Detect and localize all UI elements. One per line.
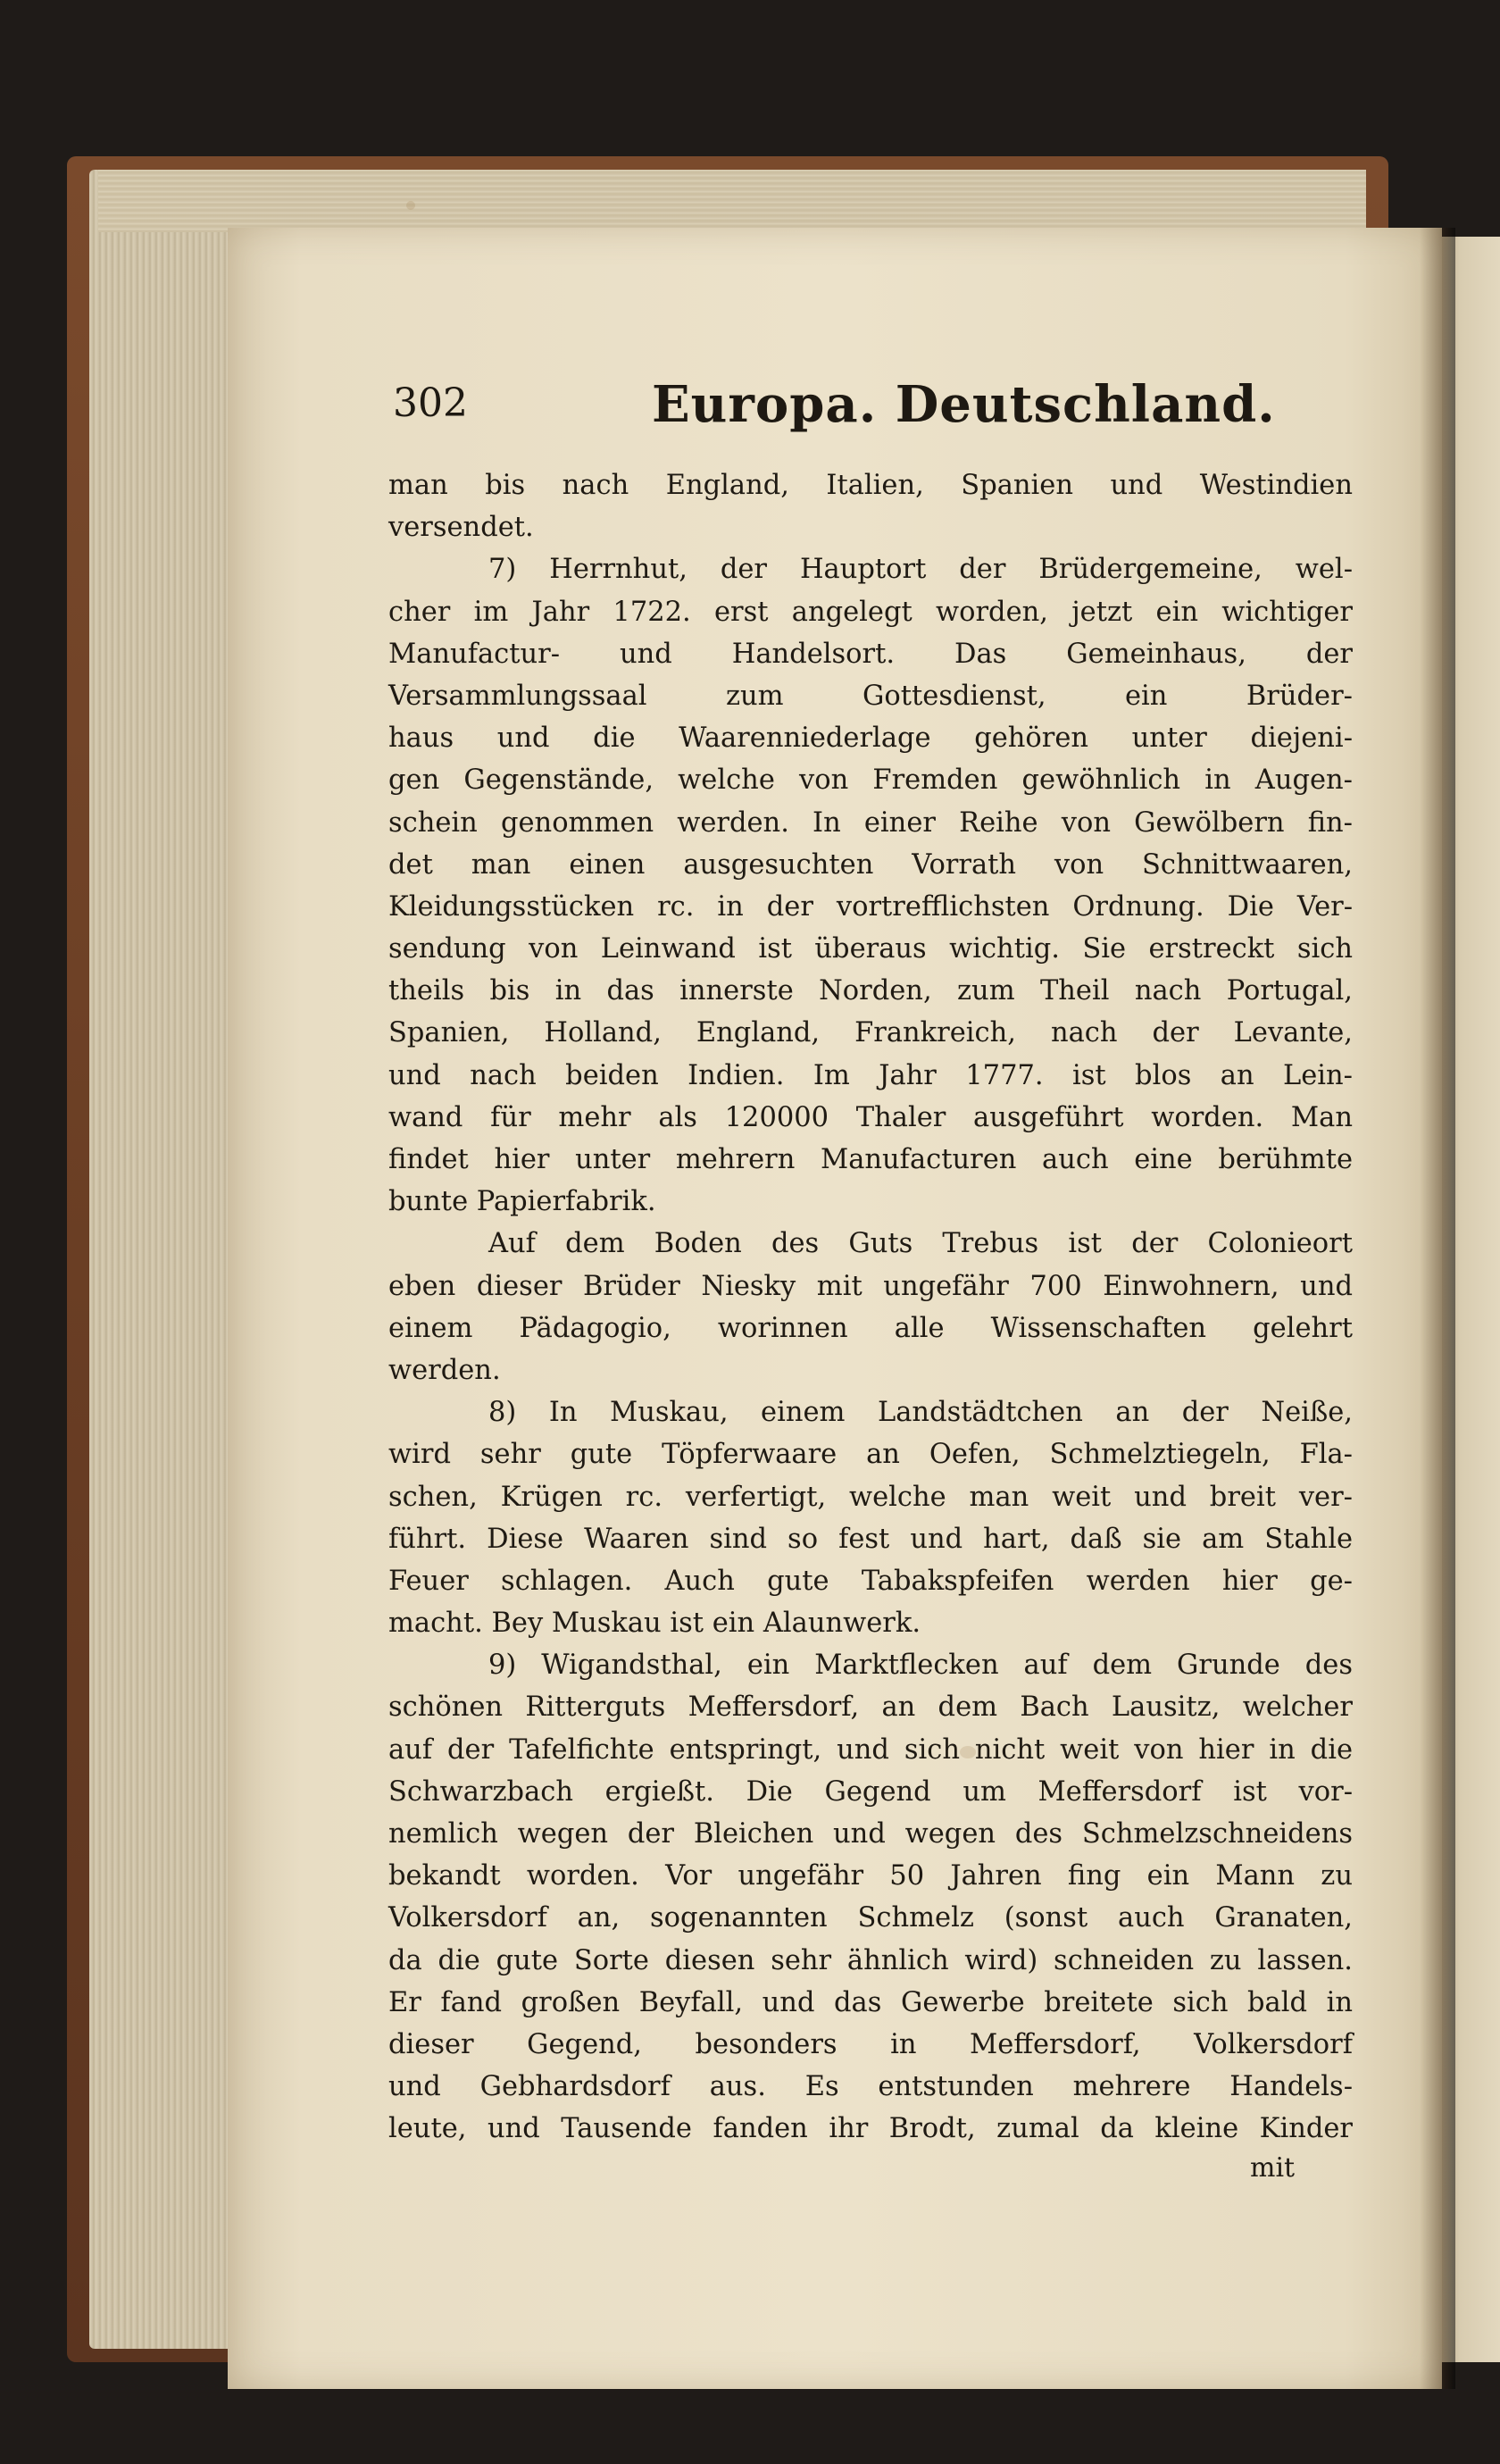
text-line: führt. Diese Waaren sind so fest und hart, daß sie am Stahle [388,1523,1353,1555]
page-header [393,375,1330,438]
text-line: eben dieser Brüder Niesky mit ungefähr 700 Einwohnern, und [388,1270,1353,1302]
text-line: man bis nach England, Italien, Spanien und Westindien [388,470,1353,501]
page-gutter-shadow [1420,228,1455,2389]
text-line: Feuer schlagen. Auch gute Tabakspfeifen werden hier ge- [388,1565,1353,1597]
text-line: nemlich wegen der Bleichen und wegen des Schmelzschneidens [388,1818,1353,1850]
text-line: det man einen ausgesuchten Vorrath von Schnittwaaren, [388,848,1353,881]
text-line: Volkersdorf an, sogenannten Schmelz (sonst auch Granaten, [388,1902,1353,1934]
text-line: und Gebhardsdorf aus. Es entstunden mehrere Handels- [388,2071,1353,2103]
top-page-edges [98,170,1366,232]
body-text [388,464,1353,2151]
text-line: bunte Papierfabrik. [388,1186,656,1218]
text-line: auf der Tafelfichte entspringt, und sich nicht weit von hier in die [388,1733,1353,1766]
text-line: cher im Jahr 1722. erst angelegt worden, jetzt ein wichtiger [388,596,1353,628]
paper-spot [406,201,415,210]
page-edges [89,170,250,2349]
text-line: macht. Bey Muskau ist ein Alaunwerk. [388,1608,921,1640]
text-line: schönen Ritterguts Meffersdorf, an dem Bach Lausitz, welcher [388,1691,1353,1724]
text-line: Schwarzbach ergießt. Die Gegend um Meffersdorf ist vor- [388,1775,1353,1808]
text-line: versendet. [388,512,534,544]
text-line: bekandt worden. Vor ungefähr 50 Jahren fing ein Mann zu [388,1860,1353,1892]
text-line: dieser Gegend, besonders in Meffersdorf, Volkersdorf [388,2028,1353,2060]
text-line: Er fand großen Beyfall, und das Gewerbe breitete sich bald in [388,1986,1353,2018]
running-title: Europa. Deutschland. [652,375,1276,434]
text-line: einem Pädagogio, worinnen alle Wissenschaften gelehrt [388,1312,1353,1344]
text-line: 9) Wigandsthal, ein Marktflecken auf dem Grunde des [488,1650,1353,1682]
text-line: leute, und Tausende fanden ihr Brodt, zumal da kleine Kinder [388,2113,1353,2145]
text-line: schen, Krügen rc. verfertigt, welche man weit und breit ver- [388,1481,1353,1513]
text-line: werden. [388,1354,501,1386]
text-line: schein genommen werden. In einer Reihe von Gewölbern fin- [388,806,1353,839]
text-line: Auf dem Boden des Guts Trebus ist der Colonieort [488,1228,1353,1260]
text-line: und nach beiden Indien. Im Jahr 1777. ist blos an Lein- [388,1059,1353,1091]
catchword: mit [1250,2152,1296,2184]
text-line: gen Gegenstände, welche von Fremden gewöhnlich in Augen- [388,764,1353,797]
text-line: Manufactur- und Handelsort. Das Gemeinhaus, der [388,638,1353,670]
text-line: theils bis in das innerste Norden, zum Theil nach Portugal, [388,975,1353,1007]
text-line: haus und die Waarenniederlage gehören unter diejeni- [388,722,1353,755]
text-line: Versammlungssaal zum Gottesdienst, ein Brüder- [388,680,1353,712]
text-line: 7) Herrnhut, der Hauptort der Brüdergemeine, wel- [488,554,1353,586]
text-line: findet hier unter mehrern Manufacturen auch eine berühmte [388,1144,1353,1175]
text-line: Spanien, Holland, England, Frankreich, nach der Levante, [388,1017,1353,1049]
text-line: da die gute Sorte diesen sehr ähnlich wird) schneiden zu lassen. [388,1944,1353,1976]
page-number: 302 [393,380,468,426]
text-line: wird sehr gute Töpferwaare an Oefen, Schmelztiegeln, Fla- [388,1439,1353,1471]
text-line: wand für mehr als 120000 Thaler ausgeführt worden. Man [388,1101,1353,1133]
text-line: 8) In Muskau, einem Landstädtchen an der Neiße, [488,1397,1353,1429]
text-line: Kleidungsstücken rc. in der vortrefflichsten Ordnung. Die Ver- [388,890,1353,923]
text-line: sendung von Leinwand ist überaus wichtig. Sie erstreckt sich [388,933,1353,965]
